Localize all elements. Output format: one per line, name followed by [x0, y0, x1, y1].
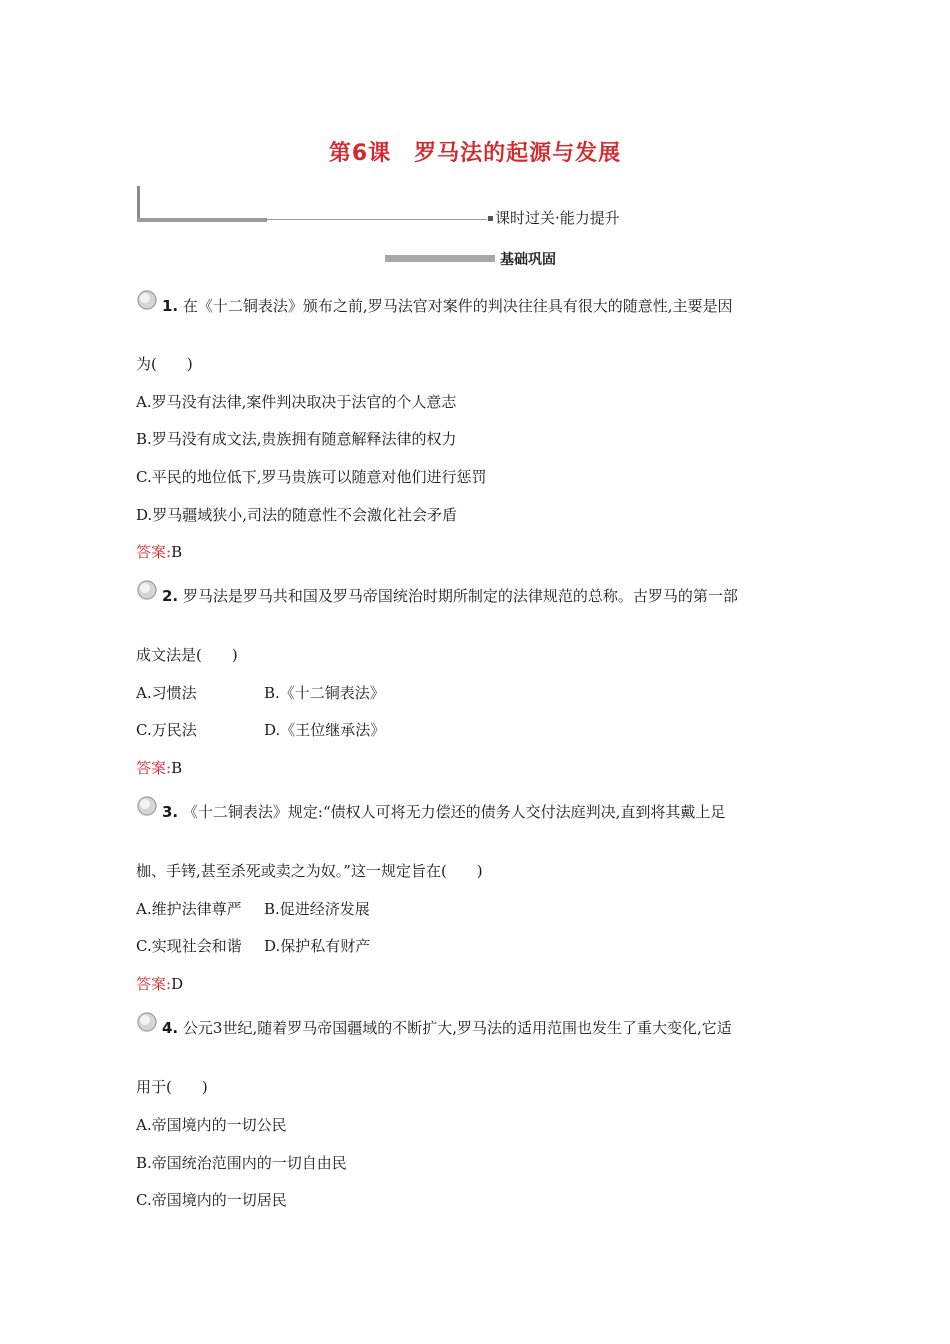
question-circle-icon	[136, 1012, 158, 1032]
question-2-options-row2: C.万民法 D.《王位继承法》	[136, 721, 386, 739]
question-1-option-c: C.平民的地位低下,罗马贵族可以随意对他们进行惩罚	[136, 468, 487, 486]
question-circle-icon	[136, 580, 158, 600]
question-3-options-row1: A.维护法律尊严 B.促进经济发展	[136, 900, 370, 918]
question-1-stem-cont: 为( )	[136, 355, 193, 373]
question-3-options-row2: C.实现社会和谐 D.保护私有财产	[136, 937, 371, 955]
question-1-option-b: B.罗马没有成文法,贵族拥有随意解释法律的权力	[136, 430, 457, 448]
question-3-answer: 答案:D	[136, 975, 184, 993]
question-4-option-c: C.帝国境内的一切居民	[136, 1191, 287, 1209]
question-1-option-d: D.罗马疆域狭小,司法的随意性不会激化社会矛盾	[136, 506, 458, 524]
question-1-stem: 1. 在《十二铜表法》颁布之前,罗马法官对案件的判决往往具有很大的随意性,主要是因	[162, 297, 733, 315]
square-bullet-icon	[488, 216, 493, 221]
question-2-answer: 答案:B	[136, 759, 183, 777]
question-4-option-a: A.帝国境内的一切公民	[136, 1116, 287, 1134]
page-title: 第6课 罗马法的起源与发展	[328, 141, 622, 166]
question-4-stem-cont: 用于( )	[136, 1078, 208, 1096]
header-bracket-vertical	[137, 186, 140, 222]
question-1-answer: 答案:B	[136, 543, 183, 561]
question-4-stem: 4. 公元3世纪,随着罗马帝国疆域的不断扩大,罗马法的适用范围也发生了重大变化,它适	[162, 1019, 732, 1037]
section-label: 基础巩固	[500, 252, 556, 268]
question-circle-icon	[136, 290, 158, 310]
header-label: 课时过关·能力提升	[488, 207, 620, 228]
question-1-option-a: A.罗马没有法律,案件判决取决于法官的个人意志	[136, 393, 457, 411]
question-3-stem: 3. 《十二铜表法》规定:“债权人可将无力偿还的债务人交付法庭判决,直到将其戴上足	[162, 803, 726, 821]
question-2-stem-cont: 成文法是( )	[136, 646, 238, 664]
header-rule	[267, 219, 487, 220]
question-2-stem: 2. 罗马法是罗马共和国及罗马帝国统治时期所制定的法律规范的总称。古罗马的第一部	[162, 587, 738, 605]
question-4-option-b: B.帝国统治范围内的一切自由民	[136, 1154, 347, 1172]
section-bar	[385, 255, 495, 262]
question-2-options-row1: A.习惯法 B.《十二铜表法》	[136, 684, 385, 702]
question-circle-icon	[136, 796, 158, 816]
header-bracket-base	[137, 218, 267, 222]
question-3-stem-cont: 枷、手铐,甚至杀死或卖之为奴。”这一规定旨在( )	[136, 862, 483, 880]
